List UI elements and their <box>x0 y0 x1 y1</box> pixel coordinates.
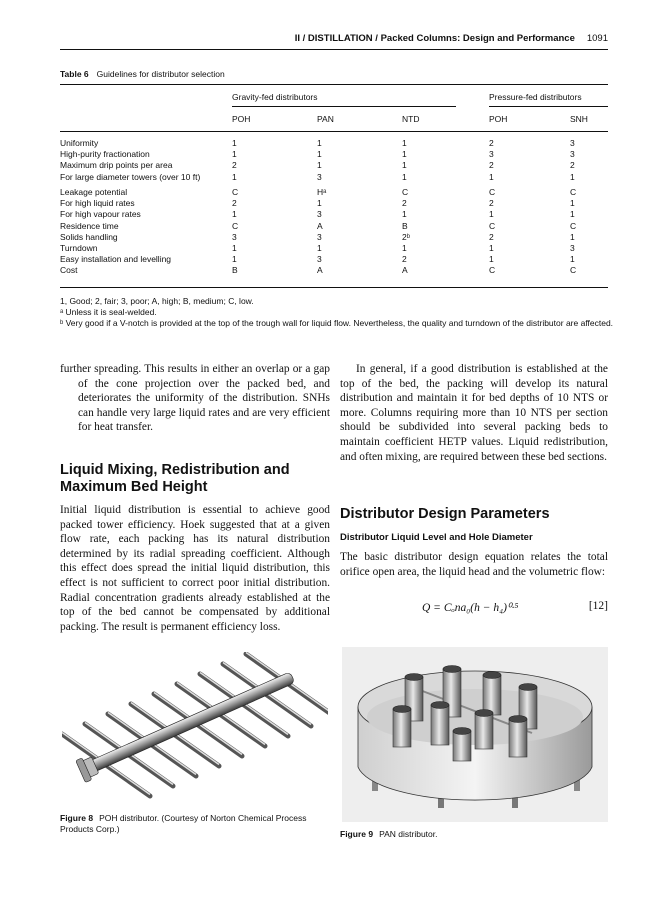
table-top-rule <box>60 84 608 85</box>
table-cell: 2 <box>232 198 237 209</box>
header-rule <box>60 49 608 50</box>
left-paragraph-1: further spreading. This results in either an overlap or a gap of the cone projection over the packed bed, and deteriorates the uniformity of the distribution. SNHs can handle very large liquid rates and are very efficient for heat transfer. <box>60 363 330 434</box>
table-row <box>60 149 608 160</box>
table-cell: 1 <box>570 231 575 242</box>
table-cell: 1 <box>232 138 237 148</box>
row-label: For high vapour rates <box>60 209 141 220</box>
riser-tube-opening <box>443 666 461 673</box>
table-cell: 1 <box>570 198 575 209</box>
table-cell: B <box>232 265 238 276</box>
table-cell: 1 <box>402 160 407 171</box>
table-cell: 1 <box>232 254 237 265</box>
column-header-ntd: NTD <box>402 114 420 124</box>
riser-tube <box>509 719 527 757</box>
riser-tube-opening <box>405 674 423 681</box>
column-header-pan: PAN <box>317 114 334 124</box>
table-cell: 1 <box>402 243 407 254</box>
table-cell: 1 <box>232 209 237 220</box>
table-cell: A <box>317 220 323 231</box>
section-heading-distributor-design: Distributor Design Parameters <box>340 506 550 522</box>
riser-tube <box>483 675 501 715</box>
page-number: 1091 <box>586 33 608 44</box>
table-cell: 1 <box>489 254 494 265</box>
riser-tube-opening <box>431 702 449 709</box>
equation-formula: Q = Cₒna₀(h − h₄)⁰·⁵ <box>422 602 519 614</box>
table-cell: 2 <box>489 160 494 171</box>
table-footnote-b: ᵇ Very good if a V-notch is provided at the top of the trough wall for liquid flow. Nevertheless, the quality and turndown of the distributor are affected. <box>60 318 614 328</box>
row-label: Cost <box>60 265 78 276</box>
table-cell: 3 <box>570 138 575 148</box>
table-cell: A <box>402 265 408 276</box>
table-row <box>60 187 608 198</box>
table-row <box>60 138 608 149</box>
table-row <box>60 232 608 243</box>
figure-9-caption <box>340 829 608 840</box>
row-label: High-purity fractionation <box>60 149 150 160</box>
table-cell: 1 <box>232 171 237 182</box>
subheading-liquid-level: Distributor Liquid Level and Hole Diameter <box>340 532 533 543</box>
pan-distributor-illustration <box>342 647 608 822</box>
row-label: For large diameter towers (over 10 ft) <box>60 171 201 182</box>
row-label: For high liquid rates <box>60 198 135 209</box>
table-cell: 1 <box>570 209 575 220</box>
table-cell: 1 <box>489 209 494 220</box>
figure-8-caption <box>60 813 330 835</box>
table-cell: 1 <box>402 171 407 182</box>
left-paragraph-2: Initial liquid distribution is essential to achieve good packed tower efficiency. Hoek suggested that at a given flow rate, each packing has its natural distribution determined by its radial spreading coefficient. Although this effect does spread the initial liquid distribution, this effect is not sufficient to correct poor initial distribution. Radial concentration gradients already established at the top of the bed cannot be compensated by additional packing. The result is permanent efficiency loss. <box>60 504 330 633</box>
table-row <box>60 221 608 232</box>
group-header-pressure: Pressure-fed distributors <box>489 92 582 102</box>
row-label: Easy installation and levelling <box>60 254 172 265</box>
table-cell: C <box>402 187 409 197</box>
table-cell: 2ᵇ <box>402 231 410 242</box>
table-note-legend: 1, Good; 2, fair; 3, poor; A, high; B, medium; C, low. <box>60 296 254 306</box>
riser-tube-opening <box>453 728 471 735</box>
table-cell: Hᵃ <box>317 187 327 197</box>
table-bottom-rule <box>60 287 608 288</box>
table-cell: 1 <box>489 243 494 254</box>
table-cell: C <box>570 187 577 197</box>
figure-8-caption-text: POH distributor. (Courtesy of Norton Chemical Process Products Corp.) <box>60 813 307 834</box>
riser-tube-opening <box>475 710 493 717</box>
group-rule-gravity <box>232 106 456 107</box>
riser-tube <box>475 713 493 749</box>
table-cell: 2 <box>489 231 494 242</box>
table-cell: 3 <box>317 209 322 220</box>
table-row <box>60 265 608 276</box>
table-cell: 1 <box>402 149 407 160</box>
group-header-gravity: Gravity-fed distributors <box>232 92 318 102</box>
figure-9-label: Figure 9 <box>340 829 374 839</box>
section-heading-liquid-mixing: Liquid Mixing, Redistribution and Maximum Bed Height <box>60 462 290 495</box>
table-cell: 1 <box>570 171 575 182</box>
row-label: Uniformity <box>60 138 99 148</box>
running-header <box>295 33 608 44</box>
column-header-poh-pressure: POH <box>489 114 508 124</box>
table-cell: 1 <box>402 209 407 220</box>
table-label: Table 6 <box>60 69 89 79</box>
row-label: Maximum drip points per area <box>60 160 173 171</box>
table-cell: 1 <box>317 198 322 209</box>
table-row <box>60 243 608 254</box>
table-cell: 1 <box>317 138 322 148</box>
table-cell: 3 <box>317 171 322 182</box>
figure-9-caption-text: PAN distributor. <box>379 829 438 839</box>
table-row <box>60 198 608 209</box>
equation-number: [12] <box>588 600 608 612</box>
table-cell: 3 <box>317 231 322 242</box>
table-cell: 1 <box>232 243 237 254</box>
table-cell: 3 <box>570 243 575 254</box>
riser-tube-opening <box>483 672 501 679</box>
table-cell: 3 <box>232 231 237 242</box>
table-cell: 1 <box>232 149 237 160</box>
table-cell: A <box>317 265 323 276</box>
column-header-poh-gravity: POH <box>232 114 251 124</box>
table-cell: 2 <box>402 254 407 265</box>
row-label: Residence time <box>60 220 119 231</box>
riser-tube <box>431 705 449 745</box>
table-cell: 1 <box>317 243 322 254</box>
table-cell: 1 <box>570 254 575 265</box>
table-caption-text: Guidelines for distributor selection <box>96 69 225 79</box>
table-cell: B <box>402 220 408 231</box>
table-row <box>60 209 608 220</box>
table-cell: C <box>570 265 577 276</box>
table-cell: C <box>489 220 496 231</box>
table-cell: C <box>570 220 577 231</box>
table-cell: 2 <box>402 198 407 209</box>
table-cell: 3 <box>317 254 322 265</box>
riser-tube-opening <box>509 716 527 723</box>
table-cell: 1 <box>489 171 494 182</box>
figure-8-image <box>62 652 328 802</box>
row-label: Turndown <box>60 243 98 254</box>
riser-tube-opening <box>393 706 411 713</box>
table-cell: C <box>489 187 496 197</box>
figure-8-label: Figure 8 <box>60 813 94 823</box>
table-caption <box>60 69 225 79</box>
group-rule-pressure <box>489 106 608 107</box>
column-header-snh: SNH <box>570 114 588 124</box>
table-cell: 2 <box>489 138 494 148</box>
riser-tube <box>453 731 471 761</box>
riser-tube-opening <box>519 684 537 691</box>
table-header-rule <box>60 131 608 132</box>
table-body-group2 <box>60 187 608 277</box>
table-body-group1 <box>60 138 608 183</box>
right-paragraph-2: The basic distributor design equation relates the total orifice open area, the liquid head and the volumetric flow: <box>340 551 608 578</box>
right-paragraph-1: In general, if a good distribution is established at the top of the bed, the packing will develop its natural distribution and maintain it for bed depths of 10 NTS or more. Columns requiring more than 10 NTS per section should be subdivided into several packing beds to maintain coefficient HETP values. Liquid redistribution, and often mixing, are required between these bed sections. <box>340 363 608 463</box>
row-label: Leakage potential <box>60 187 128 197</box>
poh-distributor-illustration <box>62 652 328 802</box>
table-row <box>60 172 608 183</box>
table-cell: 3 <box>570 149 575 160</box>
table-row <box>60 160 608 171</box>
table-row <box>60 254 608 265</box>
table-cell: 2 <box>232 160 237 171</box>
table-cell: 2 <box>570 160 575 171</box>
table-cell: C <box>489 265 496 276</box>
table-cell: 3 <box>489 149 494 160</box>
table-cell: C <box>232 187 239 197</box>
riser-tube <box>393 709 411 747</box>
figure-9-image <box>342 647 608 822</box>
table-cell: 1 <box>317 149 322 160</box>
table-footnote-a: ᵃ Unless it is seal-welded. <box>60 307 157 317</box>
table-cell: 2 <box>489 198 494 209</box>
table-cell: 1 <box>317 160 322 171</box>
table-cell: 1 <box>402 138 407 148</box>
row-label: Solids handling <box>60 231 118 242</box>
running-title: II / DISTILLATION / Packed Columns: Design and Performance <box>294 33 575 44</box>
table-cell: C <box>232 220 239 231</box>
